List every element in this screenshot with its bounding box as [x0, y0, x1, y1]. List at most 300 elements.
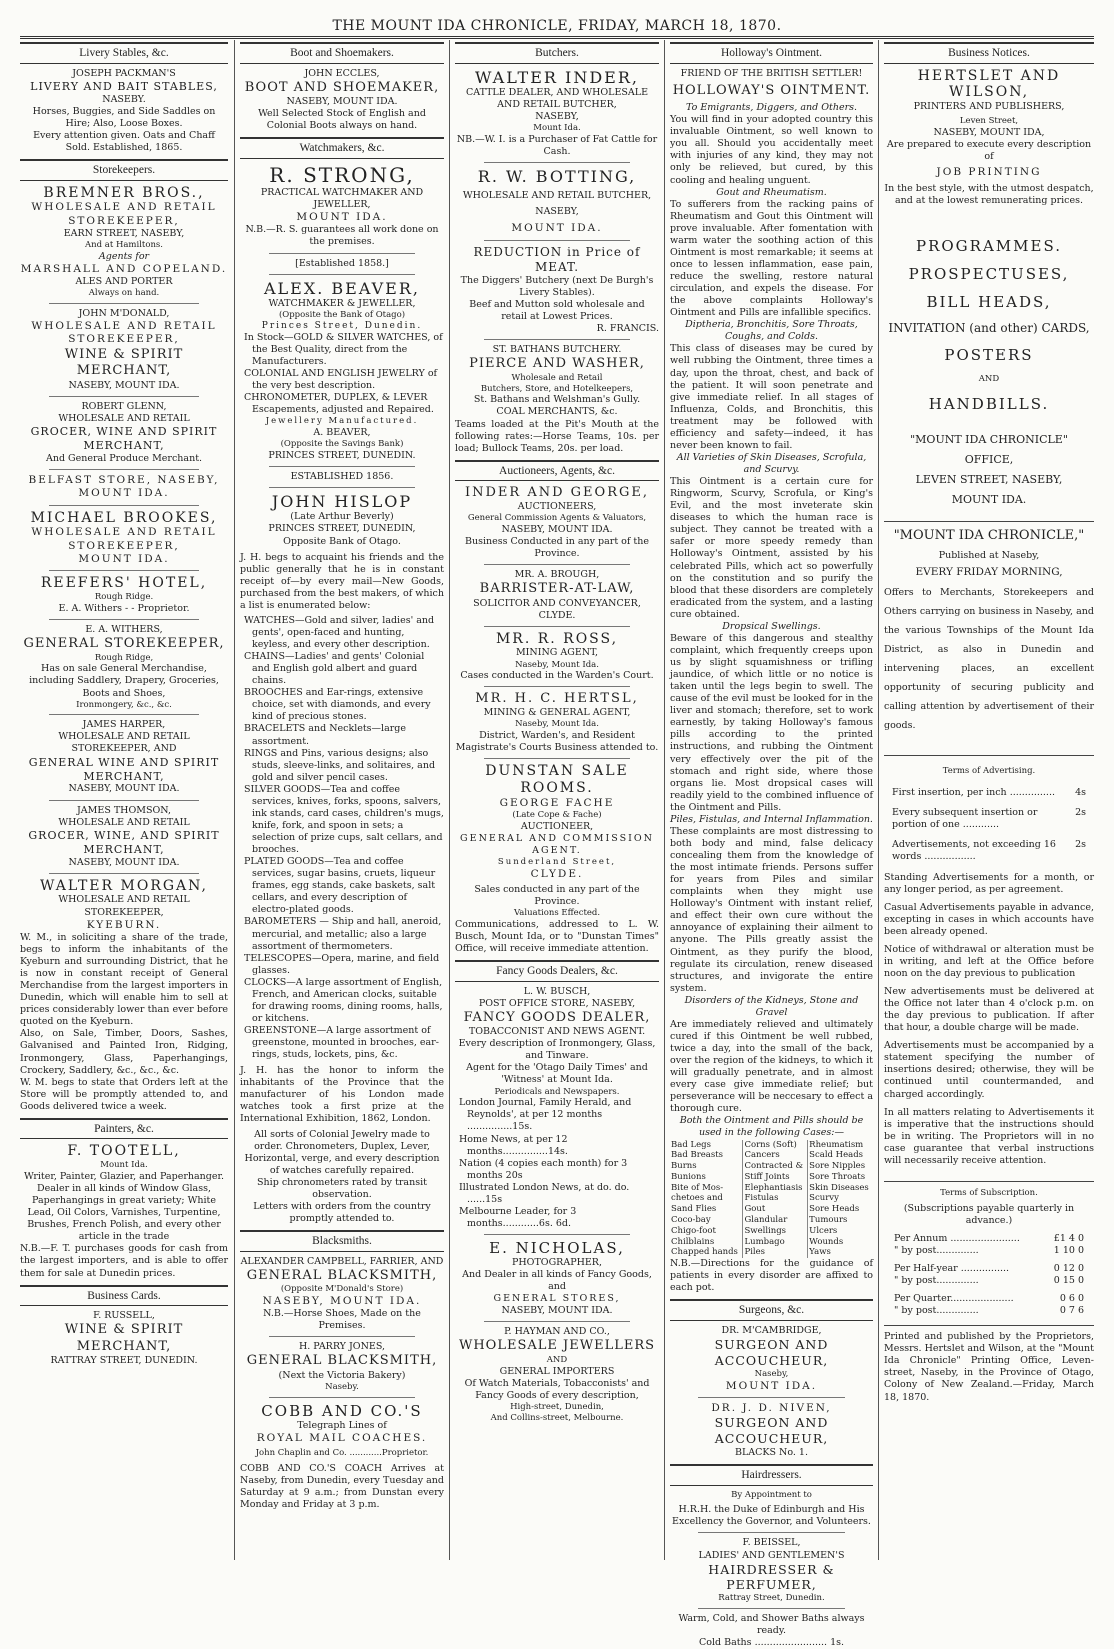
- ad-trade: WHOLESALE AND RETAIL STOREKEEPER,: [31, 201, 217, 227]
- ad-trade: MINING & GENERAL AGENT,: [483, 706, 631, 718]
- ad-text: Published at Naseby,: [938, 550, 1040, 562]
- ad-name: BREMNER BROS.,: [43, 184, 205, 201]
- ad-text: [Established 1858.]: [295, 257, 389, 269]
- ad-name: INDER AND GEORGE,: [465, 485, 649, 501]
- paragraph: In all matters relating to Advertisements it is imperative that the instructions should be in writing. The Proprietors will in no case guarantee that verbal instructions will necessarily receive attention.: [884, 1106, 1094, 1166]
- list-item: Melbourne Leader, for 3 months............6s. 6d.: [459, 1205, 577, 1229]
- ad-name: WALTER INDER,: [475, 67, 639, 87]
- ad-text: MARSHALL AND COPELAND.: [20, 262, 228, 275]
- divider: [269, 487, 416, 488]
- case-item: Chilblains: [671, 1236, 715, 1247]
- ad-title: LIVERY AND BAIT STABLES,: [30, 79, 218, 93]
- divider: [49, 570, 199, 571]
- ad-address: MOUNT IDA.: [725, 1379, 818, 1392]
- divider: [484, 1321, 631, 1322]
- ad-address: Rough Ridge,: [94, 652, 154, 663]
- cases-column: [808, 1140, 873, 1259]
- ad-address: NASEBY, MOUNT IDA.: [501, 523, 613, 535]
- ad-address: EARN STREET, NASEBY,: [63, 227, 185, 239]
- paragraph: New advertisements must be delivered at the Office not later than 4 o'clock p.m. on the day previous to publication. If after that hour, a double charge will be made.: [884, 986, 1094, 1034]
- ad-address: PRINCES STREET, DUNEDIN,: [268, 523, 416, 535]
- ad-name: R. W. BOTTING,: [477, 166, 637, 186]
- ad-text: Offers to Merchants, Storekeepers and Others carrying on business in Naseby, and the various Townships of the Mount Ida District, as also in Dunedin and intervening places, an excellent opportunity of securing publicity and calling attention by advertisement of their goods.: [884, 587, 1094, 732]
- ad-text: COBB AND CO.'S COACH Arrives at Naseby, from Dunedin, every Tuesday and Saturday at 9 a.m.; from Dunstan every Monday and Friday at 3 p.m.: [240, 1463, 444, 1511]
- ad-trade: WHOLESALE AND RETAIL STOREKEEPER, AND: [58, 731, 190, 755]
- section-heading: Watchmakers, &c.: [240, 137, 444, 159]
- ad-text: (Opposite the Savings Bank): [280, 439, 404, 450]
- cases-table: [670, 1140, 873, 1259]
- case-item: Lumbago: [744, 1236, 785, 1247]
- divider: [49, 396, 199, 397]
- ad-trade: PRINTERS AND PUBLISHERS,: [913, 101, 1065, 113]
- divider: [269, 1336, 416, 1337]
- printing-item: AND: [978, 373, 1000, 384]
- ad-trade: LADIES' AND GENTLEMEN'S: [698, 1549, 845, 1561]
- ad-title: WINE & SPIRIT MERCHANT,: [64, 346, 184, 379]
- ad-title: REDUCTION in Price of MEAT.: [473, 244, 641, 274]
- ad-trade: WHOLESALE AND RETAIL: [58, 816, 190, 828]
- ad-text: N.B.—R. S. guarantees all work done on the premises.: [245, 224, 439, 248]
- ad-trade: PRACTICAL WATCHMAKER AND JEWELLER,: [260, 186, 424, 210]
- office-address: LEVEN STREET, NASEBY,: [915, 472, 1063, 486]
- ad-name: JAMES HARPER,: [82, 719, 166, 731]
- ad-trade: WHOLESALE AND RETAIL BUTCHER,: [462, 190, 652, 202]
- ad-name: COBB AND CO.'S: [261, 1401, 423, 1420]
- ad-title: GROCER, WINE AND SPIRIT MERCHANT,: [30, 424, 218, 452]
- list-item: BROOCHES and Ear-rings, extensive choice, set with diamonds, and every kind of precious stones.: [244, 687, 431, 723]
- office-name: "MOUNT IDA CHRONICLE": [910, 432, 1068, 446]
- case-item: Sore Heads: [809, 1204, 860, 1215]
- ad-name: WALTER MORGAN,: [40, 877, 208, 894]
- divider: [884, 1325, 1094, 1326]
- divider: [49, 505, 199, 506]
- section-heading: Painters, &c.: [20, 1118, 228, 1140]
- rate-label: " by post..............: [894, 1305, 979, 1317]
- ad-text: Writer, Painter, Glazier, and Paperhanger. Dealer in all kinds of Window Glass, Paperhangings in great variety; White Lead, Oil Colors, Varnishes, Turpentine,: [23, 1171, 225, 1219]
- divider: [484, 758, 631, 759]
- ad-address: POST OFFICE STORE, NASEBY,: [478, 997, 636, 1009]
- rate-row: [884, 807, 1094, 831]
- divider: [698, 1532, 844, 1533]
- masthead: THE MOUNT IDA CHRONICLE, FRIDAY, MARCH 18, 1870.: [332, 18, 782, 34]
- ad-title: GENERAL STOREKEEPER,: [23, 636, 225, 652]
- rate-label: Per Half-year ................: [894, 1262, 1010, 1274]
- divider: [698, 1397, 844, 1398]
- case-item: Cancers: [744, 1150, 780, 1161]
- column-3: [455, 42, 659, 1557]
- case-item: Ulcers: [809, 1225, 838, 1236]
- section-heading: Hairdressers.: [670, 1464, 873, 1486]
- rate-label: Advertisements, not exceeding 16 words .................: [892, 839, 1056, 863]
- section-heading: Business Cards.: [20, 1285, 228, 1307]
- list-item: BRACELETS and Necklets—large assortment.: [244, 723, 407, 747]
- list-item: CLOCKS—A large assortment of English, French, and American clocks, suitable for drawing rooms, dining rooms, halls, or kitchens.: [244, 976, 443, 1024]
- ad-text: N.B.—F. T. purchases goods for cash from the largest importers, and is able to offer them for sale at Dunedin prices.: [20, 1243, 228, 1279]
- rate-row: [894, 1245, 1084, 1257]
- ad-address: MOUNT IDA.: [511, 222, 603, 235]
- ad-address: PRINCES STREET, DUNEDIN.: [268, 450, 416, 462]
- ad-text: FRIEND OF THE BRITISH SETTLER!: [680, 67, 863, 79]
- subheading: Gout and Rheumatism.: [716, 186, 827, 198]
- ad-trade: WHOLESALE AND RETAIL: [58, 412, 190, 424]
- ad-address: Naseby,: [754, 1368, 789, 1379]
- rate-label: " by post..............: [894, 1275, 979, 1287]
- ad-text: Agents for: [98, 250, 150, 262]
- ad-text: In Stock—GOLD & SILVER WATCHES, of the Best Quality, direct from the Manufacturers.: [244, 332, 443, 368]
- ad-name: ALEX. BEAVER,: [264, 278, 420, 298]
- ad-title: HOLLOWAY'S OINTMENT.: [672, 82, 871, 98]
- column-rule: [878, 40, 879, 1560]
- column-4: [670, 42, 873, 1649]
- divider: [484, 564, 631, 565]
- terms-heading: Terms of Subscription.: [940, 1187, 1038, 1198]
- rate-row: [884, 787, 1094, 799]
- ad-text: Brushes, French Polish, and every other article in the trade: [27, 1219, 221, 1243]
- column-rule: [449, 40, 450, 1560]
- subheading: Both the Ointment and Pills should be used in the following Cases:—: [679, 1115, 864, 1139]
- case-item: Corns (Soft): [744, 1139, 797, 1150]
- ad-text: Beef and Mutton sold wholesale and retail at Lowest Prices.: [469, 299, 645, 323]
- column-rule: [664, 40, 665, 1560]
- ad-text: J. H. begs to acquaint his friends and the public generally that he is in constant receipt of—by every mail—New Goods, purchased from the best makers, of which a list is enumerated below:: [240, 551, 444, 611]
- subheading: All Varieties of Skin Diseases, Scrofula, and Scurvy.: [676, 451, 867, 476]
- section-heading: Blacksmiths.: [240, 1230, 444, 1252]
- ad-name: JOHN M'DONALD,: [78, 308, 170, 320]
- paragraph: This class of diseases may be cured by well rubbing the Ointment, three times a day, upon the throat, chest, and back of the patient. It will soon penetrate and give immediate relief. In all stages of Influenza, Colds, and Bronchitis, this treatment may be followed with efficiency and safety—indeed, it has never been known to fail.: [670, 343, 873, 451]
- ad-address: MOUNT IDA.: [78, 553, 170, 566]
- ad-text: Also, on Sale, Timber, Doors, Sashes, Galvanised and Painted Iron, Ridging, Ironmongery, Glass, Paperhangings, Crockery, Saddlery, &c., &c., &c.: [20, 1028, 228, 1076]
- ad-title: BARRISTER-AT-LAW,: [479, 581, 635, 597]
- case-item: Scurvy: [809, 1193, 839, 1204]
- ad-trade: General Commission Agents & Valuators,: [467, 512, 647, 523]
- ad-address: Mount Ida.: [533, 122, 581, 133]
- divider: [49, 873, 199, 874]
- subheading: Diptheria, Bronchitis, Sore Throats, Coughs, and Colds.: [685, 319, 858, 343]
- rate-row: [894, 1293, 1084, 1305]
- ad-address: NASEBY, MOUNT IDA.: [501, 1305, 613, 1317]
- divider: [484, 162, 631, 163]
- ad-address: Naseby.: [325, 1382, 359, 1393]
- list-item: Nation (4 copies each month) for 3 months 20s: [459, 1157, 628, 1181]
- case-item: Skin Diseases: [809, 1182, 869, 1193]
- case-item: chetoes and: [671, 1193, 723, 1204]
- divider: [269, 466, 416, 467]
- rate-price: 0 6 0: [1059, 1293, 1084, 1305]
- ad-title: GROCER, WINE, AND SPIRIT MERCHANT,: [28, 828, 220, 856]
- section-heading: Storekeepers.: [20, 159, 228, 181]
- ad-address: NASEBY.: [102, 93, 146, 105]
- ad-name: H. PARRY JONES,: [298, 1341, 386, 1353]
- ad-text: Ship chronometers rated by transit observation.: [257, 1176, 427, 1200]
- case-item: Tumours: [809, 1215, 848, 1225]
- ad-text: Opposite Bank of Otago.: [283, 535, 401, 547]
- ad-text: NB.—W. I. is a Purchaser of Fat Cattle for Cash.: [456, 133, 658, 157]
- case-item: Coco-bay: [671, 1215, 711, 1225]
- ad-name: P. HAYMAN AND CO.,: [504, 1326, 610, 1338]
- paragraph: These complaints are most distressing to both body and mind, false delicacy concealing them from the knowledge of the most intimate friends. Persons suffer for years from Piles and similar complaints when they might use Holloway's Ointment with instant relief, and effect their own cure without the annoyance of explaining their ailment to anyone. The Pills greatly assist the Ointment, as they purify the blood, regulate its circulation, renew diseased structures, and invigorate the entire system.: [670, 825, 873, 994]
- printing-item: INVITATION (and other) CARDS,: [888, 320, 1090, 335]
- ad-title: WINE & SPIRIT MERCHANT,: [64, 1322, 184, 1354]
- list-item: RINGS and Pins, various designs; also studs, sleeve-links, and solitaires, and gold and silver pencil cases.: [244, 747, 436, 783]
- ad-text: (Opposite M'Donald's Store): [280, 1284, 404, 1295]
- section-heading: Butchers.: [455, 42, 659, 64]
- list-item: London Journal, Family Herald, and Reynolds', at per 12 months ...............15s.: [459, 1097, 632, 1133]
- ad-text: In the best style, with the utmost despatch, and at the lowest remunerating prices.: [884, 182, 1094, 206]
- ad-address: NASEBY,: [535, 206, 579, 218]
- case-item: Bad Breasts: [671, 1150, 724, 1161]
- ad-title: FANCY GOODS DEALER,: [463, 1009, 651, 1025]
- ad-text: (Late Cope & Fache): [512, 809, 602, 820]
- ad-text: Ironmongery, &c., &c.: [76, 699, 172, 710]
- ad-text: ESTABLISHED 1856.: [290, 471, 394, 483]
- rate-price: 0 12 0: [1053, 1262, 1084, 1274]
- ad-name: ROBERT GLENN,: [81, 400, 167, 412]
- ad-trade: CATTLE DEALER, AND WHOLESALE AND RETAIL BUTCHER,: [465, 86, 649, 110]
- ad-title: JOB PRINTING: [936, 166, 1042, 179]
- ad-trade: PHOTOGRAPHER,: [512, 1257, 602, 1268]
- ad-text: Sales conducted in any part of the Province.: [474, 883, 640, 907]
- ad-title: SURGEON AND ACCOUCHEUR,: [714, 1415, 829, 1447]
- rate-row: [884, 839, 1094, 863]
- ad-address: NASEBY, MOUNT IDA.: [262, 1294, 422, 1307]
- ad-address: Sunderland Street,: [497, 856, 617, 867]
- ad-name: E. NICHOLAS,: [489, 1239, 625, 1257]
- ad-text: J. H. has the honor to inform the inhabitants of the Province that the manufacturer of his London made watches took a first prize at the International Exhibition, 1862, London.: [240, 1065, 444, 1125]
- case-item: Wounds: [809, 1236, 844, 1247]
- ad-text: N.B.—Horse Shoes, Made on the Premises.: [263, 1308, 421, 1332]
- ad-text: Well Selected Stock of English and Colonial Boots always on hand.: [258, 108, 426, 132]
- rate-label: Every subsequent insertion or portion of one ............: [892, 807, 1038, 831]
- ad-name: DR. J. D. NIVEN,: [711, 1401, 832, 1414]
- divider: [698, 1608, 844, 1609]
- ad-address: Rattray Street, Dunedin.: [718, 1593, 825, 1604]
- ad-title: WHOLESALE JEWELLERS: [458, 1338, 656, 1354]
- column-rule: [234, 40, 235, 1560]
- divider: [884, 755, 1094, 756]
- ad-name: ALEXANDER CAMPBELL, FARRIER, AND: [240, 1255, 444, 1267]
- case-item: Stiff Joints: [744, 1171, 790, 1182]
- case-item: Fistulas: [744, 1193, 779, 1204]
- paragraph: Casual Advertisements payable in advance, excepting in cases in which accounts have been already opened.: [884, 901, 1094, 937]
- ad-text: Cases conducted in the Warden's Court.: [460, 670, 654, 682]
- ad-trade: WHOLESALE AND RETAIL STOREKEEPER,: [58, 894, 190, 918]
- ad-text: W. M., in soliciting a share of the trade, begs to inform the inhabitants of the Kyeburn and surrounding District, that he is now in constant receipt of General Merchandise from the largest importers in Dunedin, which will enable him to sell at prices considerably lower than ever before quoted on the Kyeburn.: [20, 931, 228, 1028]
- ad-name: MR. H. C. HERTSL,: [475, 691, 639, 707]
- office-address: MOUNT IDA.: [951, 492, 1027, 506]
- ad-name: HERTSLET AND WILSON,: [917, 67, 1061, 101]
- ad-text: Of Watch Materials, Tobacconists' and Fancy Goods of every description,: [464, 1377, 650, 1401]
- ad-name: R. STRONG,: [269, 162, 415, 187]
- subheading: Disorders of the Kidneys, Stone and Gravel: [684, 994, 859, 1018]
- rate-label: Per Quarter.....................: [894, 1293, 1014, 1305]
- ad-name: DUNSTAN SALE ROOMS.: [485, 762, 629, 796]
- ad-trade: AUCTIONEERS,: [517, 500, 597, 512]
- ad-text: (Next the Victoria Bakery): [278, 1369, 406, 1381]
- ad-trade: SOLICITOR AND CONVEYANCER,: [473, 597, 641, 609]
- ad-address: CLYDE.: [530, 867, 584, 880]
- ad-text: COLONIAL AND ENGLISH JEWELRY of the very best description.: [244, 368, 438, 392]
- adv-rates: [884, 787, 1094, 863]
- ad-trade: TOBACCONIST AND NEWS AGENT.: [468, 1026, 646, 1038]
- paragraph: Beware of this dangerous and stealthy complaint, which frequently creeps upon us by slight squamishness or trifling jaundice, of which little or no notice is taken until the legs begin to swell. The cause of the evil must be looked for in the liver and stomach; therefore, set to work earnestly, by taking Holloway's famous pills according to the printed instructions, and rubbing the Ointment very effectively over the pit of the stomach and right side, where those organs lie. Most dropsical cases will readily yield to the combined influence of the Ointment and Pills.: [670, 632, 873, 813]
- ad-address: High-street, Dunedin,: [510, 1401, 604, 1412]
- ad-title: BOOT AND SHOEMAKER,: [244, 79, 440, 95]
- section-heading: Holloway's Ointment.: [670, 42, 873, 64]
- case-item: Bad Legs: [671, 1139, 711, 1150]
- ad-name: "MOUNT IDA CHRONICLE,": [893, 527, 1085, 543]
- paragraph: You will find in your adopted country this invaluable Ointment, so well known to you all. Should you accidentally meet with injuries of any kind, they may not only be relieved, but cured, by this cooling and healing unguent.: [670, 114, 873, 186]
- case-item: Sore Nipples: [809, 1161, 866, 1172]
- case-item: Swellings: [744, 1225, 787, 1236]
- ad-text: Valuations Effected.: [513, 908, 601, 919]
- divider: [269, 253, 416, 254]
- case-item: Rheumatism: [809, 1139, 864, 1150]
- column-1: [20, 42, 228, 1557]
- ad-address: NASEBY, MOUNT IDA,: [933, 127, 1045, 139]
- ad-name: L. W. BUSCH,: [523, 985, 591, 997]
- printing-item: HANDBILLS.: [928, 394, 1050, 413]
- paragraph: Notice of withdrawal or alteration must be in writing, and left at the Office before noon on the day previous to publication: [884, 943, 1094, 979]
- case-item: Sore Throats: [809, 1171, 866, 1182]
- ad-text: Telegraph Lines of: [297, 1419, 387, 1431]
- ad-text: ALES AND PORTER: [75, 276, 173, 288]
- section-heading: Auctioneers, Agents, &c.: [455, 460, 659, 482]
- ad-text: Communications, addressed to L. W. Busch, Mount Ida, or to "Dunstan Times" Office, will receive immediate attention.: [455, 918, 659, 954]
- rate-row: [894, 1275, 1084, 1287]
- ad-address: And at Hamiltons.: [85, 240, 163, 251]
- ad-name: F. RUSSELL,: [93, 1310, 155, 1322]
- divider: [49, 800, 199, 801]
- case-item: Yaws: [809, 1247, 831, 1258]
- section-heading: Fancy Goods Dealers, &c.: [455, 960, 659, 982]
- ad-title: GENERAL BLACKSMITH,: [246, 1267, 438, 1283]
- list-item: SILVER GOODS—Tea and coffee services, knives, forks, spoons, salvers, ink stands, card cases, children's mugs, knife, fork, and spoon in sets; a selection of prize cups, salt cellars, and brooches.: [244, 783, 444, 856]
- ad-address: NASEBY, MOUNT IDA.: [286, 96, 398, 108]
- ad-text: H.R.H. the Duke of Edinburgh and His Excellency the Governor, and Volunteers.: [672, 1504, 871, 1528]
- ad-name: GEORGE FACHE: [499, 796, 615, 809]
- paragraph: Standing Advertisements for a month, or any longer period, as per agreement.: [884, 871, 1094, 895]
- paragraph: Are immediately relieved and ultimately cured if this Ointment be well rubbed, twice a day, into the small of the back, over the region of the kidneys, to which it will gradually penetrate, and in almost every case give immediate relief; but perseverance will be neccesary to effect a thorough cure.: [670, 1018, 873, 1115]
- ad-address: And Collins-street, Melbourne.: [490, 1412, 624, 1423]
- ad-text: AND: [546, 1354, 568, 1365]
- ad-address: KYEBURN.: [86, 918, 162, 931]
- paragraph: To sufferers from the racking pains of Rheumatism and Gout this Ointment will prove invaluable. After fomentation with warm water the soothing action of this Ointment is most remarkable; it seems at once to lessen inflammation, ease pain, reduce the swelling, restore natural circulation, and expels the disease. For the above complaints Holloway's Ointment and Pills are infallible specifics.: [670, 198, 873, 319]
- ad-trade: GENERAL AND COMMISSION AGENT.: [460, 832, 654, 856]
- ad-text: Jewellery Manufactured.: [265, 416, 419, 427]
- paragraph: This Ointment is a certain cure for Ringworm, Scurvy, Scrofula, or King's Evil, and the most inveterate skin diseases to which the human race is subject. They cannot be treated with a safer or more speedy remedy than Holloway's Ointment, assisted by his celebrated Pills, which act so powerfully on the constitution and so purify the blood that these disorders are completely eradicated from the system, and a lasting cure obtained.: [670, 476, 873, 620]
- ad-address: CLYDE.: [538, 609, 576, 621]
- ad-text: W. M. begs to state that Orders left at the Store will be promptly attended to, and Goods delivered twice a week.: [20, 1076, 228, 1112]
- ad-address: St. Bathans and Welshman's Gully.: [473, 394, 641, 406]
- cases-column: [743, 1140, 808, 1259]
- rate-price: 0 15 0: [1053, 1275, 1084, 1287]
- ad-title: GENERAL BLACKSMITH,: [246, 1353, 438, 1369]
- ad-name: PIERCE AND WASHER,: [469, 356, 645, 372]
- ad-trade: Wholesale and Retail: [511, 372, 603, 383]
- ad-text: Letters with orders from the country promptly attended to.: [253, 1200, 431, 1224]
- ad-name: MR. A. BROUGH,: [514, 568, 600, 580]
- ad-text: CHRONOMETER, DUPLEX, & LEVER Escapements, adjusted and Repaired.: [244, 392, 434, 416]
- ad-name: F. TOOTELL,: [67, 1143, 181, 1160]
- ad-text: Teams loaded at the Pit's Mouth at the following rates:—Horse Teams, 10s. per load; Bullock Teams, 20s. per load.: [455, 418, 659, 454]
- ad-text: Agent for the 'Otago Daily Times' and 'Witness' at Mount Ida.: [466, 1062, 648, 1086]
- ad-text: EVERY FRIDAY MORNING,: [915, 566, 1063, 579]
- section-heading: Business Notices.: [884, 42, 1094, 64]
- paragraph: N.B.—Directions for the guidance of patients in every disorder are affixed to each pot.: [670, 1258, 873, 1294]
- ad-title: BELFAST STORE, NASEBY, MOUNT IDA.: [28, 473, 220, 500]
- printing-item: POSTERS: [944, 345, 1034, 364]
- ad-text: And Dealer in all kinds of Fancy Goods, and: [462, 1269, 652, 1293]
- rate-row: [894, 1233, 1084, 1245]
- ad-trade: WHOLESALE AND RETAIL STOREKEEPER,: [31, 320, 217, 346]
- divider: [269, 274, 416, 275]
- list-item: BAROMETERS — Ship and hall, aneroid, mercurial, and metallic; also a large assortment of thermometers.: [244, 916, 442, 952]
- rate-price: £1 4 0: [1053, 1232, 1084, 1244]
- ad-text: All sorts of Colonial Jewelry made to order. Chronometers, Duplex, Lever, Horizontal, verge, and every description of watches carefully repaired.: [244, 1128, 440, 1176]
- rate-price: 2s: [1075, 807, 1086, 819]
- ad-text: (Opposite the Bank of Otago): [278, 309, 406, 320]
- ad-address: Leven Street,: [959, 116, 1019, 127]
- ad-text: (Subscriptions payable quarterly in advance.): [903, 1202, 1075, 1226]
- ad-name: MR. R. ROSS,: [495, 630, 619, 647]
- divider: [484, 1234, 631, 1235]
- divider: [269, 1397, 416, 1398]
- ad-text: By Appointment to: [731, 1489, 812, 1500]
- case-item: Scald Heads: [809, 1150, 863, 1161]
- ad-address: BLACKS No. 1.: [734, 1446, 808, 1458]
- ad-trade: Butchers, Store, and Hotelkeepers,: [480, 383, 634, 394]
- ad-address: Naseby, Mount Ida.: [515, 659, 599, 670]
- divider: [484, 240, 631, 241]
- ad-title: ST. BATHANS BUTCHERY.: [492, 344, 622, 356]
- case-item: Chapped hands: [671, 1247, 738, 1258]
- subheading: Dropsical Swellings.: [722, 620, 821, 632]
- case-item: Piles: [744, 1247, 766, 1258]
- ad-title: SURGEON AND ACCOUCHEUR,: [714, 1336, 829, 1368]
- imprint: Printed and published by the Proprietors, Messrs. Hertslet and Wilson, at the "Mount Ida Chronicle" Printing Office, Leven-street, Naseby, in the Province of Otago, Colony of New Zealand.—Friday, March 18, 1870.: [884, 1331, 1094, 1403]
- ad-text: Warm, Cold, and Shower Baths always ready.: [678, 1613, 865, 1637]
- list-item: TELESCOPES—Opera, marine, and field glasses.: [244, 952, 440, 976]
- list-item: WATCHES—Gold and silver, ladies' and gents', open-faced and hunting, keyless, and every other description.: [244, 614, 435, 651]
- divider: [884, 1181, 1094, 1182]
- ad-name: JOHN HISLOP: [271, 492, 413, 512]
- subheading: Piles, Fistulas, and Internal Inflammation.: [670, 813, 873, 825]
- ad-address: Princes Street, Dunedin.: [261, 320, 423, 331]
- ad-address: NASEBY,: [535, 110, 579, 122]
- ad-name: DR. M'CAMBRIDGE,: [721, 1324, 822, 1336]
- divider: [484, 626, 631, 627]
- ad-title: GENERAL STORES,: [493, 1293, 621, 1305]
- ad-text: COAL MERCHANTS, &c.: [496, 406, 618, 418]
- masthead-rule: [20, 36, 1094, 39]
- ad-text: Cold Baths ........................ 1s.: [698, 1637, 845, 1649]
- divider: [484, 339, 631, 340]
- ad-address: NASEBY, MOUNT IDA.: [68, 856, 180, 868]
- ad-trade: MINING AGENT,: [515, 647, 599, 659]
- divider: [49, 714, 199, 715]
- ad-name: R. FRANCIS.: [596, 323, 659, 335]
- rate-price: 4s: [1075, 787, 1086, 799]
- ad-title: GENERAL WINE AND SPIRIT MERCHANT,: [28, 755, 220, 783]
- sub-rates: [884, 1233, 1094, 1317]
- rate-label: " by post..............: [894, 1244, 979, 1256]
- ad-text: Business Conducted in any part of the Province.: [465, 535, 649, 559]
- list-item: PLATED GOODS—Tea and coffee services, sugar basins, cruets, liqueur frames, egg stands, cake baskets, salt cellars, and every description of electro-plated goods.: [244, 856, 436, 916]
- list-item: Home News, at per 12 months...............14s.: [459, 1133, 568, 1157]
- ad-address: NASEBY, MOUNT IDA.: [68, 379, 180, 391]
- ad-name: JOHN ECCLES,: [304, 67, 380, 79]
- ad-text: E. A. Withers - - Proprietor.: [58, 602, 190, 614]
